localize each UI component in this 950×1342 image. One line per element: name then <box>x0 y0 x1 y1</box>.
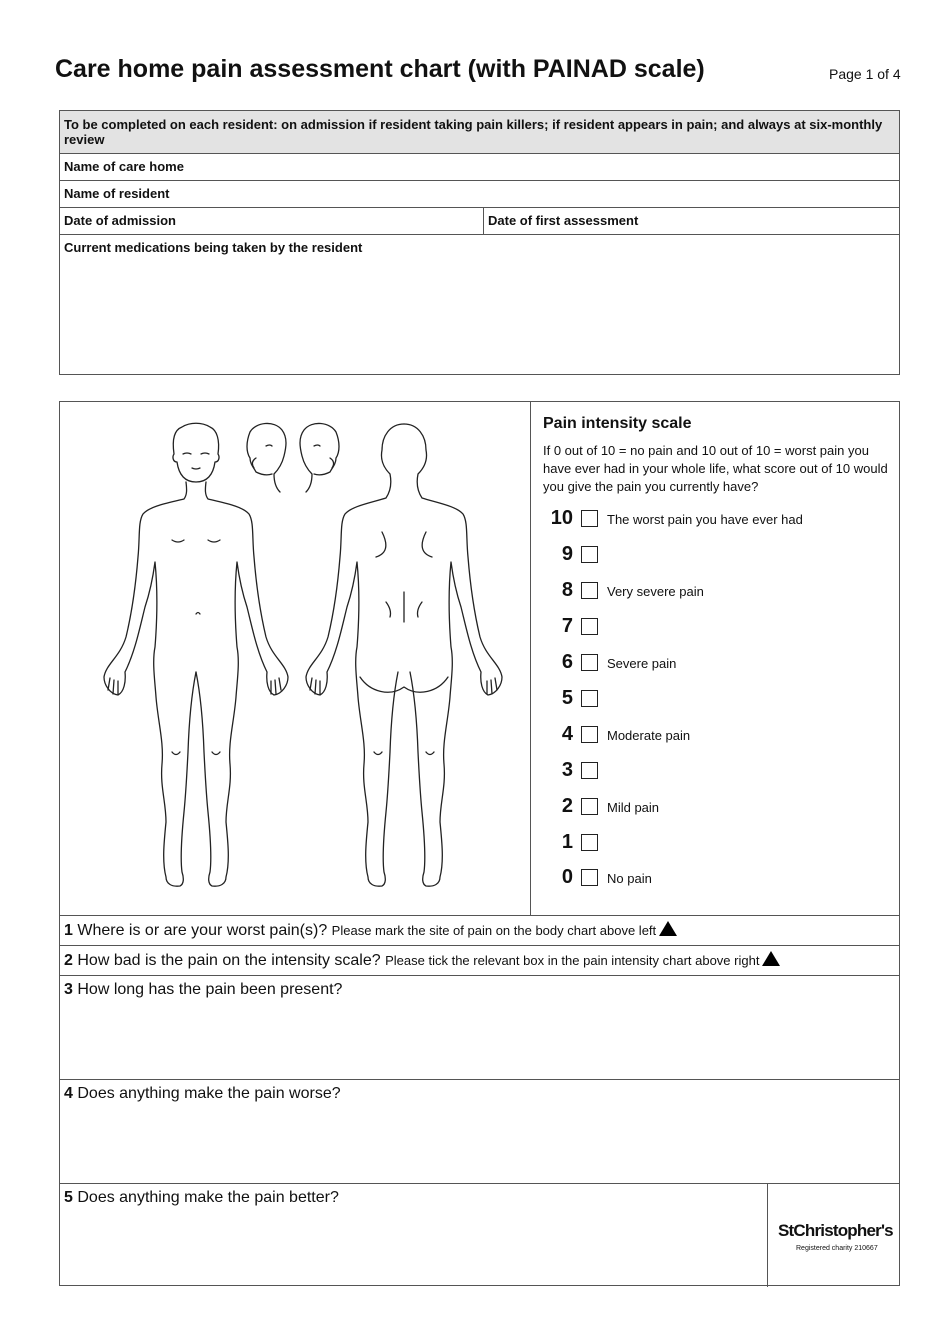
scale-checkbox[interactable] <box>581 798 598 815</box>
pain-intensity-scale <box>531 402 899 915</box>
triangle-up-icon <box>659 921 677 936</box>
front-figure <box>104 423 288 886</box>
question-hint: Please tick the relevant box in the pain intensity chart above right <box>385 953 760 968</box>
scale-title: Pain intensity scale <box>543 415 692 432</box>
first-assessment-date-label: Date of first assessment <box>488 213 639 228</box>
scale-number: 3 <box>561 759 573 781</box>
side-heads <box>247 423 339 492</box>
scale-label: Very severe pain <box>607 584 704 599</box>
question-text: How long has the pain been present? <box>77 981 343 998</box>
scale-row-2[interactable] <box>531 795 899 823</box>
charity-number: Registered charity 210667 <box>796 1245 878 1252</box>
question-5-field[interactable] <box>60 1183 899 1286</box>
care-home-label: Name of care home <box>64 159 184 174</box>
body-chart-drawing <box>60 402 530 915</box>
question-1 <box>60 915 899 945</box>
scale-checkbox[interactable] <box>581 546 598 563</box>
scale-number: 6 <box>561 651 573 673</box>
medications-field[interactable] <box>60 234 899 374</box>
scale-checkbox[interactable] <box>581 869 598 886</box>
question-text: Does anything make the pain worse? <box>77 1085 341 1102</box>
resident-name-field[interactable] <box>60 180 899 207</box>
resident-name-label: Name of resident <box>64 186 170 201</box>
scale-checkbox[interactable] <box>581 834 598 851</box>
admission-date-label: Date of admission <box>64 213 176 228</box>
scale-number: 10 <box>550 507 573 529</box>
question-text: Where is or are your worst pain(s)? <box>77 922 328 939</box>
question-text: How bad is the pain on the intensity scale? <box>77 952 381 969</box>
instruction-text: To be completed on each resident: on admission if resident taking pain killers; if resident appears in pain; and always at six-monthly review <box>60 111 899 153</box>
scale-checkbox[interactable] <box>581 762 598 779</box>
first-assessment-date-field[interactable] <box>484 208 642 234</box>
question-number: 5 <box>64 1189 73 1206</box>
scale-label: Severe pain <box>607 656 677 671</box>
scale-row-5[interactable] <box>531 687 899 715</box>
scale-row-6[interactable] <box>531 651 899 679</box>
scale-label: Mild pain <box>607 800 660 815</box>
scale-number: 1 <box>561 831 573 853</box>
scale-number: 7 <box>561 615 573 637</box>
scale-number: 2 <box>561 795 573 817</box>
back-figure <box>306 424 502 886</box>
scale-row-0[interactable] <box>531 866 899 894</box>
scale-checkbox[interactable] <box>581 618 598 635</box>
scale-row-3[interactable] <box>531 759 899 787</box>
care-home-field[interactable] <box>60 153 899 180</box>
scale-row-7[interactable] <box>531 615 899 643</box>
scale-row-1[interactable] <box>531 831 899 859</box>
scale-label: Moderate pain <box>607 728 691 743</box>
scale-description: If 0 out of 10 = no pain and 10 out of 10 = worst pain you have ever had in your whole life, what score out of 10 would you give the pain you currently have? <box>543 443 888 494</box>
page-number: Page 1 of 4 <box>829 66 901 82</box>
admission-date-field[interactable] <box>60 208 484 234</box>
scale-number: 8 <box>561 579 573 601</box>
body-chart[interactable] <box>60 402 531 915</box>
medications-label: Current medications being taken by the resident <box>64 240 363 255</box>
brand-logo: StChristopher's <box>778 1221 893 1240</box>
question-number: 1 <box>64 922 73 939</box>
question-number: 4 <box>64 1085 73 1102</box>
scale-checkbox[interactable] <box>581 654 598 671</box>
scale-checkbox[interactable] <box>581 582 598 599</box>
page-title: Care home pain assessment chart (with PAINAD scale) <box>55 55 705 83</box>
scale-checkbox[interactable] <box>581 726 598 743</box>
scale-row-8[interactable] <box>531 579 899 607</box>
question-4-field[interactable] <box>60 1079 899 1183</box>
scale-row-9[interactable] <box>531 543 899 571</box>
scale-number: 0 <box>561 866 573 888</box>
assessment-box <box>59 401 900 1286</box>
scale-row-10[interactable] <box>531 507 899 535</box>
scale-checkbox[interactable] <box>581 510 598 527</box>
resident-details-form <box>59 110 900 375</box>
scale-checkbox[interactable] <box>581 690 598 707</box>
scale-number: 5 <box>561 687 573 709</box>
scale-label: The worst pain you have ever had <box>607 512 803 527</box>
scale-label: No pain <box>607 871 652 886</box>
triangle-up-icon <box>762 951 780 966</box>
scale-number: 4 <box>561 723 573 745</box>
scale-number: 9 <box>561 543 573 565</box>
logo-cell <box>767 1184 899 1287</box>
question-3-field[interactable] <box>60 975 899 1079</box>
question-number: 3 <box>64 981 73 998</box>
scale-row-4[interactable] <box>531 723 899 751</box>
question-hint: Please mark the site of pain on the body chart above left <box>331 923 657 938</box>
question-text: Does anything make the pain better? <box>77 1189 339 1206</box>
question-number: 2 <box>64 952 73 969</box>
question-2 <box>60 945 899 975</box>
